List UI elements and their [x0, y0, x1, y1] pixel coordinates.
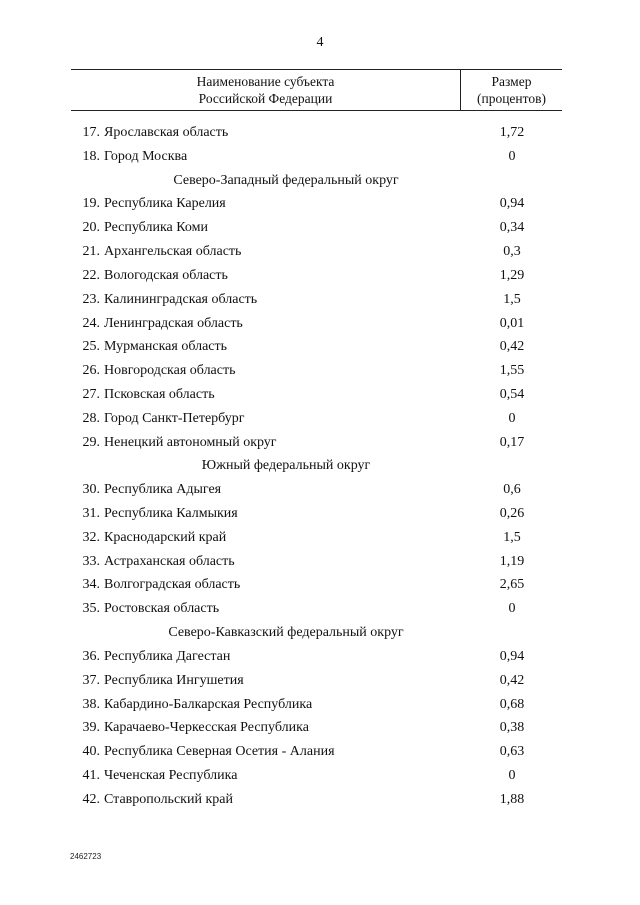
- section-title: Северо-Западный федеральный округ: [173, 172, 399, 188]
- table-row: [0, 573, 640, 597]
- row-percent-value: 0,42: [499, 672, 525, 688]
- row-subject-name: Ставропольский край: [104, 791, 233, 807]
- row-subject-name: Калининградская область: [104, 291, 258, 307]
- row-percent-value: 1,72: [499, 125, 525, 140]
- row-percent-value: 0,94: [499, 648, 525, 664]
- row-percent-value: 1,5: [503, 529, 521, 545]
- row-number: 19.: [82, 196, 100, 212]
- row-subject-name: Республика Адыгея: [104, 482, 222, 498]
- table-row: [0, 240, 640, 264]
- row-number: 18.: [82, 148, 100, 164]
- header-name-column: [71, 73, 460, 107]
- row-percent-value: 0,01: [499, 315, 525, 331]
- row-subject-name: Республика Карелия: [104, 196, 226, 212]
- row-number: 41.: [82, 767, 100, 783]
- table-row: [0, 216, 640, 240]
- section-title: Южный федеральный округ: [201, 458, 371, 474]
- table-row: [0, 145, 640, 169]
- row-percent-value: 0: [508, 410, 516, 426]
- row-percent-value: 0,68: [499, 696, 525, 712]
- row-percent-value: 1,19: [499, 553, 525, 569]
- row-number: 33.: [82, 553, 100, 569]
- row-percent-value: 0,42: [499, 339, 525, 355]
- row-percent-value: 1,29: [499, 267, 525, 283]
- table-row: [0, 788, 640, 812]
- table-body: [0, 121, 640, 812]
- table-row: [0, 359, 640, 383]
- row-percent-value: 0,26: [499, 506, 525, 521]
- row-number: 32.: [82, 529, 100, 545]
- row-number: 39.: [82, 720, 100, 736]
- table-row: [0, 431, 640, 455]
- row-number: 23.: [82, 291, 100, 307]
- row-number: 22.: [82, 267, 100, 283]
- row-subject-name: Ленинградская область: [104, 315, 243, 331]
- row-number: 38.: [82, 696, 100, 712]
- row-percent-value: 2,65: [499, 577, 525, 593]
- row-subject-name: Республика Дагестан: [104, 648, 231, 664]
- table-row: [0, 716, 640, 740]
- row-number: 28.: [82, 410, 100, 426]
- row-number: 34.: [82, 577, 100, 593]
- row-percent-value: 1,55: [499, 363, 525, 379]
- row-percent-value: 0,34: [499, 220, 525, 236]
- row-subject-name: Ростовская область: [104, 601, 220, 617]
- table-row: [0, 264, 640, 288]
- row-number: 30.: [82, 482, 100, 498]
- table-row: [0, 383, 640, 407]
- table-row: [0, 740, 640, 764]
- row-number: 37.: [82, 672, 100, 688]
- section-title: Северо-Кавказский федеральный округ: [168, 625, 404, 641]
- header-size-line2: (процентов): [476, 91, 546, 106]
- table-row: [0, 312, 640, 336]
- table-row: [0, 407, 640, 431]
- section-heading: [0, 169, 640, 193]
- row-subject-name: Город Москва: [104, 148, 188, 164]
- row-subject-name: Волгоградская область: [104, 577, 241, 593]
- row-subject-name: Ненецкий автономный округ: [104, 434, 277, 450]
- table-row: [0, 597, 640, 621]
- row-number: 24.: [82, 315, 100, 331]
- table-row: [0, 669, 640, 693]
- section-heading: [0, 454, 640, 478]
- table-row: [0, 478, 640, 502]
- header-name-line1: Наименование субъекта: [196, 74, 335, 89]
- row-percent-value: 0,3: [503, 244, 521, 260]
- row-percent-value: 0,54: [499, 386, 525, 402]
- page-number: 4: [316, 35, 324, 50]
- row-subject-name: Ярославская область: [104, 125, 229, 140]
- row-subject-name: Краснодарский край: [104, 529, 227, 545]
- row-number: 20.: [82, 220, 100, 236]
- row-subject-name: Чеченская Республика: [104, 767, 238, 783]
- header-size-column: [461, 73, 562, 107]
- table-row: [0, 502, 640, 526]
- row-number: 40.: [82, 744, 100, 760]
- row-subject-name: Кабардино-Балкарская Республика: [104, 696, 313, 712]
- row-number: 26.: [82, 363, 100, 379]
- row-percent-value: 0,94: [499, 196, 525, 212]
- row-number: 35.: [82, 601, 100, 617]
- row-subject-name: Псковская область: [104, 386, 215, 402]
- row-number: 17.: [82, 125, 100, 140]
- row-percent-value: 0,6: [503, 482, 521, 498]
- row-percent-value: 0,17: [499, 434, 525, 450]
- row-subject-name: Астраханская область: [104, 553, 235, 569]
- section-heading: [0, 621, 640, 645]
- row-subject-name: Республика Северная Осетия - Алания: [104, 744, 335, 760]
- row-subject-name: Карачаево-Черкесская Республика: [104, 720, 309, 736]
- row-subject-name: Архангельская область: [104, 244, 242, 260]
- row-subject-name: Республика Ингушетия: [104, 672, 244, 688]
- row-subject-name: Республика Калмыкия: [104, 506, 238, 521]
- row-percent-value: 0: [508, 767, 516, 783]
- row-number: 42.: [82, 791, 100, 807]
- table-row: [0, 526, 640, 550]
- table-row: [0, 288, 640, 312]
- table-row: [0, 693, 640, 717]
- row-percent-value: 0,63: [499, 744, 525, 760]
- row-percent-value: 1,88: [499, 791, 525, 807]
- row-number: 29.: [82, 434, 100, 450]
- row-number: 21.: [82, 244, 100, 260]
- row-number: 36.: [82, 648, 100, 664]
- row-percent-value: 0,38: [499, 720, 525, 736]
- document-code: 2462723: [70, 852, 102, 861]
- row-percent-value: 0: [508, 148, 516, 164]
- row-subject-name: Мурманская область: [104, 339, 228, 355]
- table-row: [0, 645, 640, 669]
- table-row: [0, 550, 640, 574]
- row-subject-name: Вологодская область: [104, 267, 228, 283]
- header-size-line1: Размер: [491, 74, 532, 89]
- table-header: [71, 69, 562, 111]
- row-subject-name: Республика Коми: [104, 220, 208, 236]
- row-percent-value: 0: [508, 601, 516, 617]
- table-row: [0, 335, 640, 359]
- row-number: 31.: [82, 506, 100, 521]
- row-subject-name: Новгородская область: [104, 363, 236, 379]
- table-row: [0, 121, 640, 145]
- row-number: 27.: [82, 386, 100, 402]
- row-number: 25.: [82, 339, 100, 355]
- table-row: [0, 764, 640, 788]
- table-row: [0, 192, 640, 216]
- row-subject-name: Город Санкт-Петербург: [104, 410, 245, 426]
- header-name-line2: Российской Федерации: [198, 91, 333, 106]
- row-percent-value: 1,5: [503, 291, 521, 307]
